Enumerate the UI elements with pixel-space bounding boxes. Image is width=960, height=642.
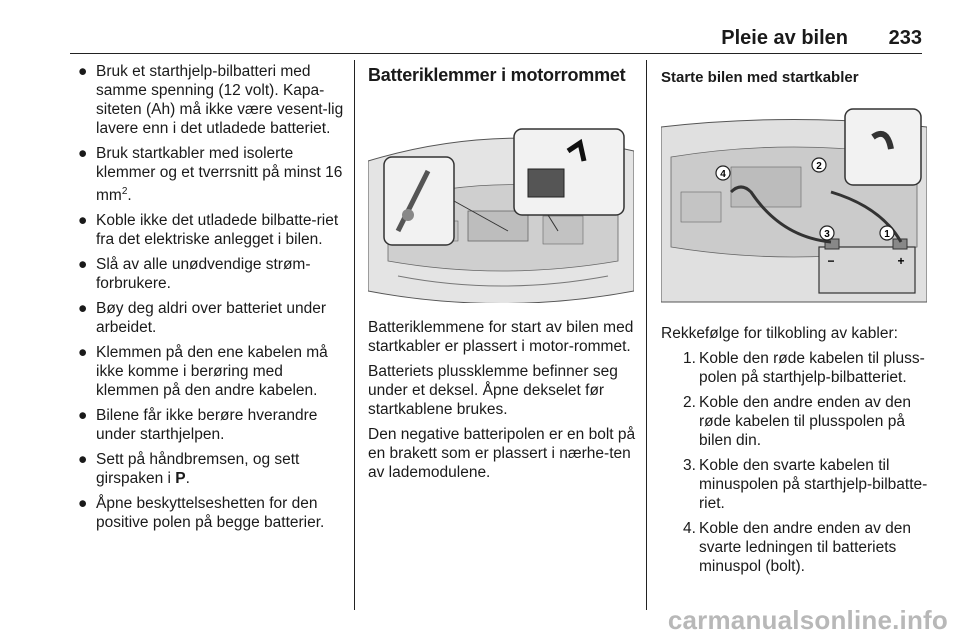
paragraph: Batteriets plussklemme befinner seg under et deksel. Åpne dekselet før startkablene brukes. bbox=[368, 363, 618, 418]
list-item: 1. Koble den røde kabelen til pluss-polen på starthjelp-bilbatteriet. bbox=[683, 350, 925, 386]
gear-letter: P bbox=[175, 470, 186, 488]
header-rule bbox=[70, 53, 922, 54]
plus-symbol: + bbox=[897, 254, 905, 268]
precaution-list bbox=[78, 62, 346, 532]
section-heading: Starte bilen med startkabler bbox=[661, 69, 859, 86]
column-left bbox=[78, 62, 346, 538]
list-item: ● Bruk startkabler med isolerte klemmer og et tverrsnitt på minst 16 $mm^2$. bbox=[78, 145, 343, 205]
column-right bbox=[661, 62, 933, 582]
callout-4: 4 bbox=[720, 169, 726, 180]
superscript: 2 bbox=[121, 186, 128, 197]
list-item: ● Koble ikke det utladede bilbatte-riet fra det elektriske anlegget i bilen. bbox=[78, 212, 339, 249]
jump-start-cable-illustration bbox=[661, 97, 927, 309]
callout-3: 3 bbox=[824, 229, 830, 240]
page-header bbox=[0, 0, 960, 58]
page-header-title: Pleie av bilen bbox=[721, 27, 848, 49]
section-heading: Batteriklemmer i motorrommet bbox=[368, 65, 626, 85]
page-number: 233 bbox=[888, 27, 922, 49]
list-item: ● Bilene får ikke berøre hverandre under starthjelpen. bbox=[78, 407, 318, 444]
list-item: ● Sett på håndbremsen, og sett girspaken i P. bbox=[78, 451, 300, 488]
list-item: ● Bøy deg aldri over batteriet under arbeidet. bbox=[78, 300, 327, 337]
column-divider-1 bbox=[354, 60, 355, 610]
list-item: 2. Koble den andre enden av den røde kabelen til plusspolen på bilen din. bbox=[683, 394, 912, 449]
list-item: ● Slå av alle unødvendige strøm-forbrukere. bbox=[78, 256, 311, 293]
callout-1: 1 bbox=[884, 229, 890, 240]
watermark: carmanualsonline.info bbox=[667, 605, 948, 635]
callout-2: 2 bbox=[816, 161, 822, 172]
list-item: 4. Koble den andre enden av den svarte ledningen til batteriets minuspol (bolt). bbox=[683, 520, 912, 575]
list-item: 3. Koble den svarte kabelen til minuspolen på starthjelp-bilbatte-riet. bbox=[683, 457, 928, 512]
paragraph: Batteriklemmene for start av bilen med startkabler er plassert i motor-rommet. bbox=[368, 319, 634, 355]
paragraph: Den negative batteripolen er en bolt på en brakett som er plassert i nærhe-ten av lademodulene. bbox=[368, 426, 636, 481]
column-divider-2 bbox=[646, 60, 647, 610]
column-middle bbox=[368, 62, 640, 488]
list-item: ● Bruk et starthjelp-bilbatteri med samme spenning (12 volt). Kapa-siteten (Ah) må ikke være vesent-lig lavere enn i det utladede batteriet. bbox=[78, 63, 344, 137]
connection-steps bbox=[661, 349, 933, 576]
steps-intro: Rekkefølge for tilkobling av kabler: bbox=[661, 325, 898, 342]
list-item: ● Åpne beskyttelseshetten for den positive polen på begge batterier. bbox=[78, 495, 325, 532]
minus-symbol: − bbox=[827, 254, 835, 268]
engine-bay-battery-terminals-illustration bbox=[368, 91, 634, 303]
list-item: ● Klemmen på den ene kabelen må ikke komme i berøring med klemmen på den andre kabelen. bbox=[78, 344, 328, 400]
